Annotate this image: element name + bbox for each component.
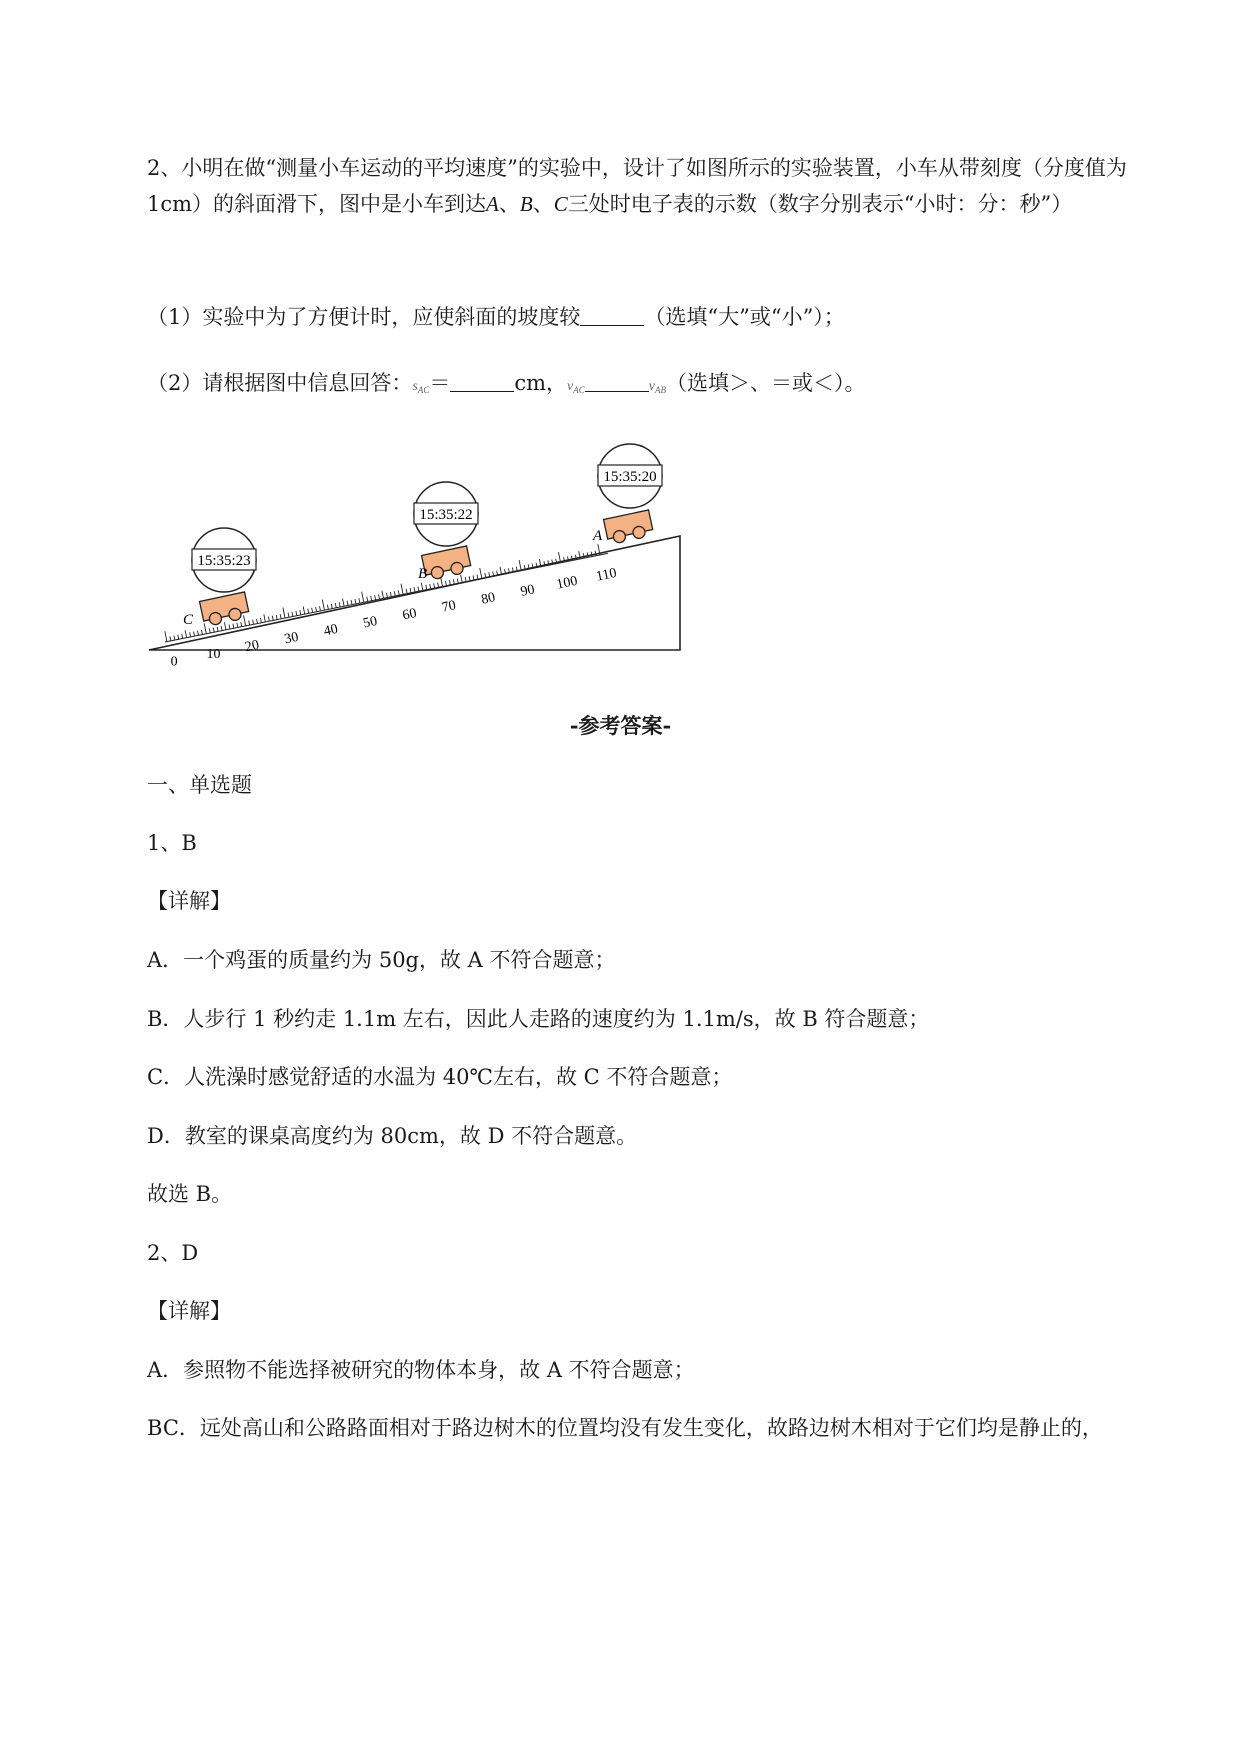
- ruler-tick: [292, 612, 293, 617]
- ruler-tick: [257, 619, 258, 624]
- ruler-tick: [359, 598, 360, 603]
- cart-c: [200, 592, 250, 627]
- q1-detail-label: 【详解】: [147, 889, 231, 913]
- clock-c-reading: 15:35:23: [197, 553, 251, 569]
- cart-a: [604, 510, 654, 545]
- ruler-tick: [253, 620, 254, 625]
- ruler-tick: [430, 584, 431, 589]
- section-heading: 一、单选题: [147, 773, 252, 797]
- ruler-tick: [194, 632, 195, 637]
- ruler-tick: [351, 600, 352, 605]
- ruler-tick: [339, 602, 340, 607]
- point-c-label: C: [553, 192, 568, 216]
- ruler-tick: [268, 617, 269, 622]
- q1-option-a: A．一个鸡蛋的质量约为 50g，故 A 不符合题意；: [147, 948, 616, 972]
- ruler-tick: [465, 577, 466, 582]
- answer-blank-1[interactable]: [580, 303, 644, 326]
- ruler-tick: [241, 622, 242, 627]
- ruler-tick: [249, 620, 250, 625]
- ruler-label-40: 40: [322, 621, 340, 640]
- v-ab-symbol: $v_{AB}$: [648, 379, 666, 395]
- ruler-tick: [209, 628, 210, 633]
- ruler-tick: [224, 622, 226, 630]
- figure-label-c: C: [183, 612, 194, 628]
- ruler-tick: [414, 587, 415, 592]
- point-a-label: A: [486, 192, 499, 216]
- ruler-label-10: 10: [206, 646, 221, 662]
- ruler-tick: [398, 590, 399, 595]
- ruler-tick: [316, 607, 317, 612]
- ruler-tick: [283, 607, 285, 618]
- figure-label-a: A: [593, 528, 603, 544]
- ruler-label-20: 20: [243, 637, 261, 656]
- ruler-tick: [355, 599, 356, 604]
- ruler-tick: [237, 623, 238, 628]
- q2-detail-label: 【详解】: [147, 1299, 231, 1323]
- ruler-tick: [201, 630, 202, 635]
- clock-b-reading: 15:35:22: [419, 507, 473, 523]
- q2-answer: 2、D: [147, 1241, 199, 1265]
- ruler-tick: [288, 613, 289, 618]
- ruler-tick: [418, 586, 419, 591]
- ruler-tick: [347, 601, 348, 606]
- v-ac-symbol: $v_{AC}$: [567, 379, 585, 395]
- ruler-tick: [410, 588, 411, 593]
- ruler-tick: [480, 568, 482, 579]
- ruler-tick: [312, 608, 313, 613]
- ruler-tick: [198, 631, 199, 636]
- q1-option-c: C．人洗澡时感觉舒适的水温为 40℃左右，故 C 不符合题意；: [147, 1065, 733, 1089]
- ruler-tick: [229, 624, 230, 629]
- ruler-tick: [445, 581, 446, 586]
- clock-a: [598, 444, 662, 508]
- ruler-tick: [469, 576, 470, 581]
- q2-option-bc: BC．远处高山和公路路面相对于路边树木的位置均没有发生变化，故路边树木相对于它们均是静止的，: [147, 1416, 1103, 1440]
- ruler-label-50: 50: [361, 613, 379, 632]
- ruler-tick: [386, 593, 387, 598]
- clock-a-reading: 15:35:20: [603, 469, 657, 485]
- ruler-tick: [343, 599, 345, 607]
- ruler-tick: [367, 597, 368, 602]
- ruler-tick: [394, 591, 395, 596]
- ruler-label-90: 90: [519, 582, 537, 600]
- q1-option-d: D．教室的课桌高度约为 80cm，故 D 不符合题意。: [147, 1124, 638, 1148]
- ruler-tick: [390, 592, 391, 597]
- ruler-tick: [182, 634, 183, 639]
- ruler-tick: [308, 609, 309, 614]
- q1-conclusion: 故选 B。: [147, 1182, 233, 1206]
- ruler-tick: [335, 603, 336, 608]
- ruler-label-100: 100: [555, 573, 579, 593]
- ruler-tick: [276, 615, 277, 620]
- ruler-tick: [221, 626, 222, 631]
- q1-option-b: B．人步行 1 秒约走 1.1m 左右，因此人走路的速度约为 1.1m/s，故 B 符合题意；: [147, 1007, 930, 1031]
- ruler-tick: [272, 616, 273, 621]
- ruler-tick: [375, 595, 376, 600]
- clock-b: [414, 482, 478, 546]
- ruler-tick: [461, 575, 463, 583]
- ruler-tick: [426, 585, 427, 590]
- ruler-tick: [165, 631, 167, 642]
- ruler-tick: [244, 615, 246, 626]
- ruler-label-60: 60: [401, 606, 419, 624]
- ruler-tick: [233, 624, 234, 629]
- ruler-tick: [595, 551, 596, 556]
- ruler-tick: [362, 592, 364, 603]
- ruler-tick: [213, 628, 214, 633]
- ruler-tick: [500, 567, 502, 575]
- s-ac-symbol: $s_{AC}$: [412, 379, 430, 395]
- question-2-part-1: （1）实验中为了方便计时，应使斜面的坡度较 （选填“大”或“小”）；: [147, 305, 845, 329]
- ruler-tick: [382, 591, 384, 599]
- answer-blank-3[interactable]: [585, 369, 649, 392]
- ruler-tick: [331, 604, 332, 609]
- incline-experiment-figure: [145, 428, 685, 668]
- clock-c: [192, 528, 256, 592]
- point-b-label: B: [519, 192, 533, 216]
- ruler-tick: [453, 579, 454, 584]
- ruler-tick: [300, 610, 301, 615]
- ruler-tick: [519, 560, 521, 571]
- ruler-tick: [190, 632, 191, 637]
- ruler-tick: [457, 579, 458, 584]
- ruler-tick: [217, 627, 218, 632]
- question-2-part-2: （2）请根据图中信息回答：$s_{AC}=$ cm，$v_{AC}$ $v_{AB}$（选填＞、＝或＜）。: [147, 371, 866, 395]
- ruler-tick: [449, 580, 450, 585]
- ruler-tick: [264, 614, 266, 622]
- ruler-tick: [401, 584, 403, 595]
- ruler-tick: [320, 606, 321, 611]
- ruler-tick: [421, 583, 423, 591]
- answers-heading: -参考答案-: [569, 713, 672, 738]
- ruler-label-110: 110: [594, 565, 619, 585]
- ruler-tick: [185, 630, 187, 638]
- cart-b: [422, 546, 472, 581]
- ruler-tick: [296, 611, 297, 616]
- ruler-tick: [438, 583, 439, 588]
- q2-option-a: A．参照物不能选择被研究的物体本身，故 A 不符合题意；: [147, 1358, 695, 1382]
- ruler-tick: [204, 623, 206, 634]
- ruler-tick: [434, 583, 435, 588]
- ruler-tick: [322, 600, 324, 611]
- ruler-tick: [280, 614, 281, 619]
- ruler-label-70: 70: [440, 598, 458, 616]
- ruler-label-0: 0: [170, 654, 178, 668]
- answer-blank-2[interactable]: [450, 369, 514, 392]
- q1-answer: 1、B: [147, 831, 197, 855]
- ruler-tick: [303, 606, 305, 614]
- ruler-tick: [406, 589, 407, 594]
- ruler-tick: [473, 575, 474, 580]
- ruler-tick: [260, 618, 261, 623]
- ruler-tick: [178, 635, 179, 640]
- ruler-tick: [327, 605, 328, 610]
- ruler-tick: [379, 594, 380, 599]
- ruler-label-30: 30: [283, 629, 300, 648]
- ruler-tick: [371, 596, 372, 601]
- question-2-text: 2、小明在做“测量小车运动的平均速度”的实验中，设计了如图所示的实验装置，小车从带刻度（分度值为1cm）的斜面滑下，图中是小车到达A、B、C三处时电子表的示数（数字分别表示“小时：分：秒”）: [147, 156, 1127, 216]
- ruler-label-80: 80: [479, 590, 497, 608]
- figure-label-b: B: [418, 566, 428, 582]
